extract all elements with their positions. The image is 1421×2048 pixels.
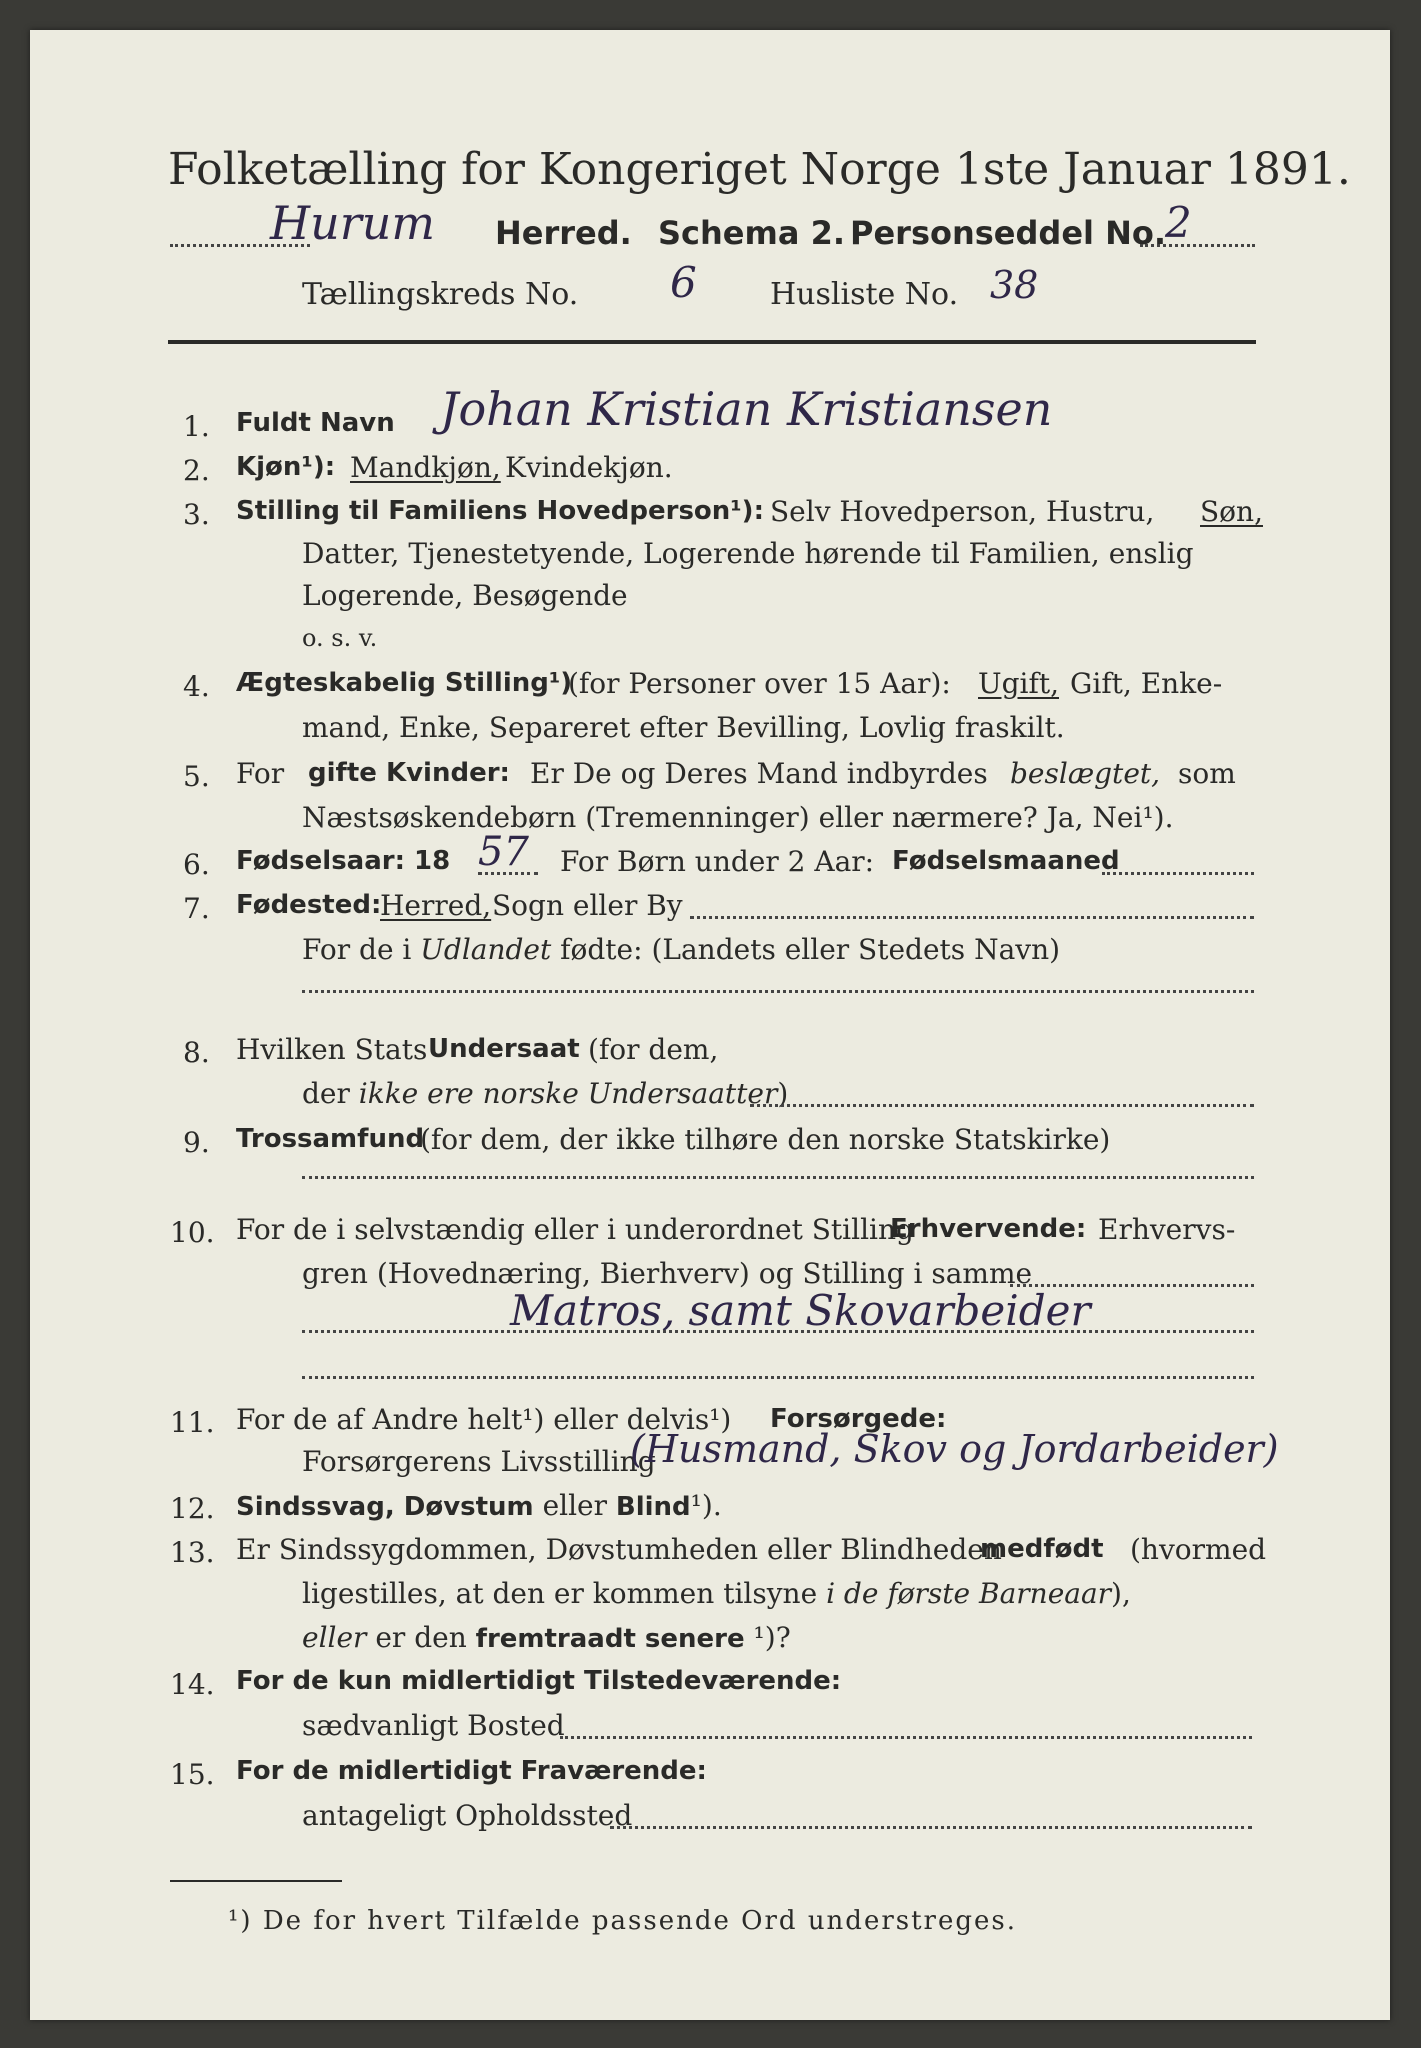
q10-dots3 bbox=[302, 1376, 1254, 1379]
husliste-label: Husliste No. bbox=[770, 277, 959, 312]
q5-beslaegtet: beslægtet, bbox=[1010, 757, 1161, 790]
item-number: 4. bbox=[183, 670, 210, 703]
q13-line2: ligestilles, at den er kommen tilsyne i de første Barneaar), bbox=[302, 1577, 1131, 1610]
q6-answer: 57 bbox=[478, 829, 529, 875]
q12-text: Sindssvag, Døvstum eller Blind¹). bbox=[236, 1489, 722, 1522]
item-number: 15. bbox=[170, 1758, 215, 1791]
q7-label: Fødested: bbox=[236, 890, 382, 920]
item-number: 10. bbox=[170, 1216, 215, 1249]
item-number: 11. bbox=[170, 1406, 215, 1439]
q15-dots bbox=[610, 1826, 1252, 1829]
q3-son: Søn, bbox=[1200, 495, 1263, 528]
q7-dots bbox=[690, 916, 1254, 919]
q3-label: Stilling til Familiens Hovedperson¹): bbox=[236, 496, 764, 526]
q14-label: For de kun midlertidigt Tilstedeværende: bbox=[236, 1666, 842, 1696]
item-number: 3. bbox=[183, 498, 210, 531]
form-title: Folketælling for Kongeriget Norge 1ste Januar 1891. bbox=[168, 144, 1351, 195]
q7-line2: For de i Udlandet fødte: (Landets eller Stedets Navn) bbox=[302, 933, 1061, 966]
q10-line2: gren (Hovednæring, Bierhverv) og Stilling i samme bbox=[302, 1257, 1033, 1290]
q14-dots bbox=[560, 1736, 1252, 1739]
q10-text: For de i selvstændig eller i underordnet Stilling bbox=[236, 1213, 914, 1246]
q5-label: gifte Kvinder: bbox=[308, 758, 510, 788]
q10-dots2 bbox=[302, 1330, 1254, 1333]
q2-option-mandkjon: Mandkjøn, bbox=[350, 451, 501, 484]
q11-label: Forsørgede: bbox=[770, 1404, 947, 1434]
item-number: 6. bbox=[183, 848, 210, 881]
q3-text: Selv Hovedperson, Hustru, bbox=[770, 495, 1155, 528]
q14-line2: sædvanligt Bosted bbox=[302, 1709, 565, 1742]
taellingskreds-label: Tællingskreds No. bbox=[302, 277, 579, 312]
herred-name: Hurum bbox=[270, 196, 435, 250]
q9-label: Trossamfund bbox=[236, 1124, 425, 1154]
q3-line2: Datter, Tjenestetyende, Logerende hørende til Familien, enslig bbox=[302, 537, 1194, 570]
q1-answer: Johan Kristian Kristiansen bbox=[440, 382, 1053, 436]
q9-text: (for dem, der ikke tilhøre den norske Statskirke) bbox=[420, 1123, 1111, 1156]
q2-option-kvindekjon: Kvindekjøn. bbox=[505, 451, 673, 484]
item-number: 8. bbox=[183, 1036, 210, 1069]
q8-text: Hvilken Stats bbox=[236, 1033, 428, 1066]
item-number: 13. bbox=[170, 1536, 215, 1569]
q13-line3: eller er den fremtraadt senere ¹)? bbox=[302, 1621, 791, 1654]
schema-label: Schema 2. bbox=[658, 214, 845, 252]
q13-text2: (hvormed bbox=[1130, 1533, 1267, 1566]
q3-line3: Logerende, Besøgende bbox=[302, 579, 628, 612]
item-number: 14. bbox=[170, 1668, 215, 1701]
q3-line4: o. s. v. bbox=[302, 624, 378, 652]
q4-text: (for Personer over 15 Aar): bbox=[568, 667, 951, 700]
q2-label: Kjøn¹): bbox=[236, 452, 336, 482]
q8-label: Undersaat bbox=[428, 1034, 580, 1064]
item-number: 7. bbox=[183, 892, 210, 925]
q11-answer: (Husmand, Skov og Jordarbeider) bbox=[630, 1427, 1279, 1471]
q15-line2: antageligt Opholdssted bbox=[302, 1799, 633, 1832]
q5-line2: Næstsøskendebørn (Tremenninger) eller nærmere? Ja, Nei¹). bbox=[302, 801, 1174, 834]
item-number: 9. bbox=[183, 1126, 210, 1159]
q13-text: Er Sindssygdommen, Døvstumheden eller Blindheden bbox=[236, 1533, 1002, 1566]
q4-ugift: Ugift, bbox=[978, 667, 1059, 700]
q6-text2: For Børn under 2 Aar: bbox=[560, 845, 875, 878]
q6-dots2 bbox=[1102, 872, 1254, 875]
q5-for: For bbox=[236, 757, 285, 790]
taellingskreds-no: 6 bbox=[670, 258, 697, 307]
q4-label: Ægteskabelig Stilling¹) bbox=[236, 668, 573, 698]
q5-text: Er De og Deres Mand indbyrdes bbox=[530, 757, 988, 790]
census-form-sheet bbox=[30, 30, 1390, 2020]
q7-dots2 bbox=[302, 990, 1254, 993]
q10-label: Erhvervende: bbox=[890, 1214, 1087, 1244]
q10-text2: Erhvervs- bbox=[1098, 1213, 1236, 1246]
q6-dots bbox=[478, 872, 538, 875]
footnote: ¹) De for hvert Tilfælde passende Ord understreges. bbox=[228, 1906, 1018, 1936]
q8-dots bbox=[750, 1104, 1254, 1107]
q1-label: Fuldt Navn bbox=[236, 408, 395, 438]
item-number: 1. bbox=[183, 410, 210, 443]
husliste-no: 38 bbox=[990, 263, 1039, 307]
q13-label: medfødt bbox=[980, 1534, 1104, 1564]
herred-label: Herred. bbox=[495, 214, 632, 252]
item-number: 2. bbox=[183, 454, 210, 487]
q6-label: Fødselsaar: 18 bbox=[236, 846, 451, 876]
personseddel-no: 2 bbox=[1165, 198, 1192, 247]
q7-herred: Herred, bbox=[380, 889, 492, 922]
q8-line2: der ikke ere norske Undersaatter) bbox=[302, 1077, 789, 1110]
q11-text: For de af Andre helt¹) eller delvis¹) bbox=[236, 1403, 732, 1436]
q4-text2: Gift, Enke- bbox=[1070, 667, 1223, 700]
personseddel-dots bbox=[1140, 244, 1255, 247]
item-number: 5. bbox=[183, 760, 210, 793]
q4-line2: mand, Enke, Separeret efter Bevilling, Lovlig fraskilt. bbox=[302, 711, 1065, 744]
item-number: 12. bbox=[170, 1492, 215, 1525]
q5-som: som bbox=[1178, 757, 1236, 790]
q7-text: Sogn eller By bbox=[492, 889, 683, 922]
personseddel-label: Personseddel No. bbox=[850, 214, 1167, 252]
q11-line2: Forsørgerens Livsstilling bbox=[302, 1445, 656, 1478]
q6-label2: Fødselsmaaned bbox=[892, 846, 1120, 876]
q10-answer: Matros, samt Skovarbeider bbox=[510, 1286, 1091, 1335]
q8-text2: (for dem, bbox=[588, 1033, 719, 1066]
header-rule bbox=[168, 340, 1256, 344]
q15-label: For de midlertidigt Fraværende: bbox=[236, 1756, 707, 1786]
footnote-rule bbox=[170, 1880, 342, 1882]
q9-dots bbox=[302, 1176, 1254, 1179]
